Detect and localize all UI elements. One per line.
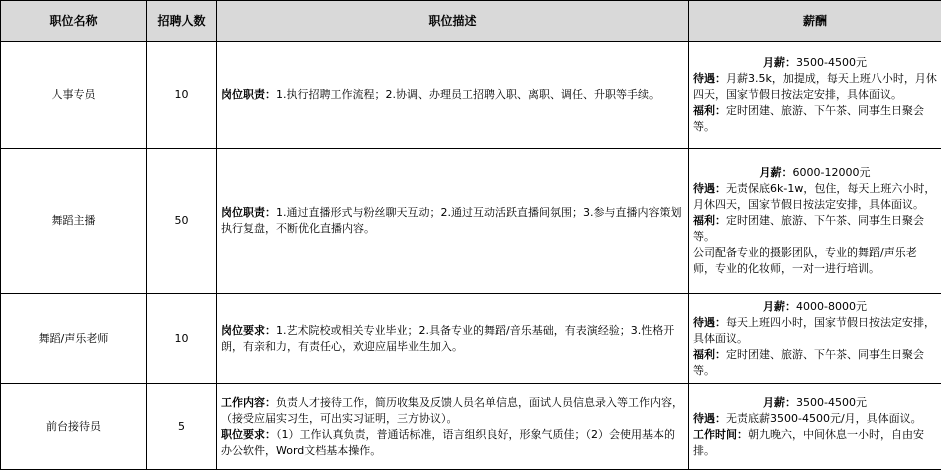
desc-text: （1）工作认真负责，普通话标准，语言组织良好，形象气质佳；（2）会使用基本的办公软件，Word文档基本操作。	[221, 427, 675, 457]
header-row	[1, 1, 941, 42]
benefit-label: 工作时间：	[693, 427, 748, 441]
desc-text: 1.通过直播形式与粉丝聊天互动；2.通过互动活跃直播间氛围；3.参与直播内容策划执行复盘，不断优化直播内容。	[221, 206, 682, 235]
desc-label: 岗位职责：	[221, 206, 276, 219]
headcount: 5	[147, 384, 217, 470]
benefit-label: 待遇：	[693, 411, 726, 425]
benefit-text: 无责保底6k-1w，包住，每天上班六小时，月休四天，国家节假日按法定安排，具体面议。	[693, 182, 936, 211]
header-salary: 薪酬	[689, 1, 941, 42]
benefit-text: 定时团建、旅游、下午茶、同事生日聚会等。	[693, 214, 924, 243]
salary-cell	[689, 149, 941, 294]
extra-note: 公司配备专业的摄影团队，专业的舞蹈/声乐老师，专业的化妆师，一对一进行培训。	[693, 246, 917, 275]
salary-value: 6000-12000元	[792, 166, 871, 179]
salary-label: 月薪：	[763, 395, 797, 409]
header-position: 职位名称	[1, 1, 147, 42]
benefit-text: 定时团建、旅游、下午茶、同事生日聚会等。	[693, 104, 924, 133]
position-name: 舞蹈主播	[1, 149, 147, 294]
desc-label: 工作内容：	[221, 395, 276, 409]
table-row	[1, 42, 941, 149]
headcount: 10	[147, 42, 217, 149]
desc-text: 1.执行招聘工作流程；2.协调、办理员工招聘入职、离职、调任、升职等手续。	[276, 88, 660, 101]
salary-label: 月薪：	[763, 56, 797, 69]
benefit-text: 朝九晚六，中间休息一小时，自由安排。	[693, 427, 924, 457]
desc-label: 岗位职责：	[221, 88, 276, 101]
job-description	[217, 384, 689, 470]
salary-value: 3500-4500元	[796, 56, 867, 69]
desc-label: 职位要求：	[221, 427, 276, 441]
salary-cell	[689, 294, 941, 384]
table-row	[1, 294, 941, 384]
benefit-label: 待遇：	[693, 315, 726, 329]
benefit-label: 待遇：	[693, 72, 726, 85]
header-count: 招聘人数	[147, 1, 217, 42]
benefit-text: 每天上班四小时，国家节假日按法定安排，具体面议。	[693, 315, 935, 345]
salary-value: 3500-4500元	[796, 395, 867, 409]
salary-label: 月薪：	[763, 299, 797, 313]
desc-label: 岗位要求：	[221, 323, 276, 337]
desc-text: 负责人才接待工作，简历收集及反馈人员名单信息，面试人员信息录入等工作内容，（接受应届实习生，可出实习证明，三方协议）。	[221, 395, 683, 425]
benefit-label: 福利：	[693, 104, 726, 117]
position-name: 前台接待员	[1, 384, 147, 470]
desc-text: 1.艺术院校或相关专业毕业；2.具备专业的舞蹈/音乐基础，有表演经验；3.性格开朗，有亲和力，有责任心，欢迎应届毕业生加入。	[221, 323, 675, 353]
position-name: 舞蹈/声乐老师	[1, 294, 147, 384]
table-row	[1, 149, 941, 294]
benefit-label: 待遇：	[693, 182, 726, 195]
salary-cell	[689, 42, 941, 149]
job-description	[217, 149, 689, 294]
salary-label: 月薪：	[759, 166, 793, 179]
salary-value: 4000-8000元	[796, 299, 867, 313]
benefit-text: 无责底薪3500-4500元/月，具体面议。	[726, 411, 922, 425]
benefit-label: 福利：	[693, 214, 726, 227]
benefit-label: 福利：	[693, 347, 726, 361]
salary-cell	[689, 384, 941, 470]
headcount: 10	[147, 294, 217, 384]
benefit-text: 定时团建、旅游、下午茶、同事生日聚会等。	[693, 347, 924, 377]
job-description	[217, 42, 689, 149]
benefit-text: 月薪3.5k，加提成，每天上班八小时，月休四天，国家节假日按法定安排，具体面议。	[693, 72, 937, 101]
header-description: 职位描述	[217, 1, 689, 42]
job-description	[217, 294, 689, 384]
headcount: 50	[147, 149, 217, 294]
position-name: 人事专员	[1, 42, 147, 149]
table-row	[1, 384, 941, 470]
